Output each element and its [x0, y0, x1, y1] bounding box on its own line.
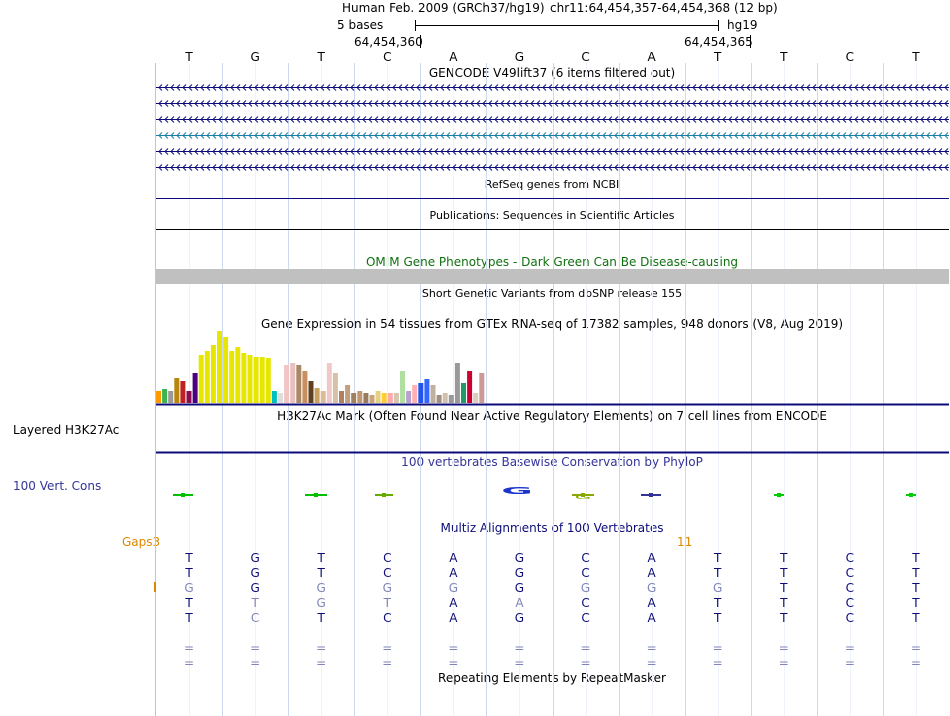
coord-2: 64,454,365	[684, 35, 753, 49]
gtex-bar	[327, 363, 332, 403]
base-letter: G	[250, 50, 260, 64]
h3k27ac-title: H3K27Ac Mark (Often Found Near Active Regulatory Elements) on 7 cell lines from ENCODE	[277, 409, 827, 423]
aligned-base: C	[383, 551, 392, 565]
gtex-bar	[272, 391, 277, 403]
aligned-base: =	[250, 641, 261, 655]
aligned-base: T	[383, 596, 391, 610]
cons-label[interactable]: 100 Vert. Cons	[13, 479, 102, 493]
aligned-base: =	[580, 641, 591, 655]
gtex-bar	[235, 347, 240, 403]
conservation-mark	[649, 493, 653, 497]
aligned-base: =	[514, 656, 525, 670]
gtex-bar	[302, 371, 307, 403]
aligned-base: G	[514, 551, 525, 565]
aligned-base: G	[250, 566, 260, 580]
gtex-bar	[260, 357, 265, 403]
aligned-base: A	[449, 551, 458, 565]
aligned-base: G	[514, 566, 525, 580]
gtex-bar	[174, 378, 179, 403]
gencode-title: GENCODE V49lift37 (6 items filtered out)	[428, 66, 676, 80]
aligned-base: =	[382, 656, 393, 670]
aligned-base: =	[514, 641, 525, 655]
aligned-base: =	[448, 641, 459, 655]
aligned-base: G	[448, 581, 459, 595]
aligned-base: T	[317, 566, 325, 580]
scale-db: hg19	[727, 18, 758, 32]
aligned-base: =	[250, 656, 261, 670]
aligned-base: T	[714, 566, 722, 580]
aligned-base: T	[780, 611, 788, 625]
aligned-base: C	[845, 551, 855, 565]
gtex-bar	[229, 351, 234, 403]
aligned-base: C	[845, 581, 855, 595]
aligned-base: A	[449, 596, 458, 610]
aligned-base: C	[581, 566, 590, 580]
aligned-base: G	[713, 581, 723, 595]
gtex-bar	[211, 345, 216, 403]
gtex-bar	[290, 363, 295, 403]
gtex-title: Gene Expression in 54 tissues from GTEx RNA-seq of 17382 samples, 948 donors (V8, Aug 2019)	[260, 317, 844, 331]
aligned-base: T	[251, 596, 259, 610]
gtex-bar	[424, 379, 429, 403]
gtex-bar	[254, 357, 259, 403]
gtex-bar	[241, 353, 246, 403]
gtex-bar	[370, 395, 375, 403]
gtex-bar	[248, 355, 253, 403]
aligned-base: T	[780, 551, 788, 565]
aligned-base: T	[317, 551, 325, 565]
omim-bar	[156, 269, 949, 284]
gtex-bar	[345, 385, 350, 403]
gtex-bar	[418, 383, 423, 403]
position-readout: chr11:64,454,357-64,454,368 (12 bp)	[550, 1, 778, 15]
aligned-base: T	[714, 596, 722, 610]
aligned-base: C	[845, 566, 855, 580]
conservation-logo-base: G	[574, 493, 592, 501]
aligned-base: A	[449, 611, 458, 625]
aligned-base: =	[712, 641, 723, 655]
aligned-base: A	[449, 566, 458, 580]
gtex-bar	[467, 371, 472, 403]
omim-title: OMIM Gene Phenotypes - Dark Green Can Be Disease-causing	[365, 255, 739, 269]
assembly-name: Human Feb. 2009 (GRCh37/hg19)	[342, 1, 545, 15]
aligned-base: T	[714, 611, 722, 625]
gtex-bar	[443, 393, 448, 403]
aligned-base: =	[646, 656, 657, 670]
gtex-bar	[412, 385, 417, 403]
aligned-base: C	[581, 551, 590, 565]
gtex-bar	[479, 373, 484, 403]
base-letter: A	[449, 50, 458, 64]
gtex-bar	[351, 393, 356, 403]
aligned-base: =	[712, 656, 723, 670]
aligned-base: A	[647, 551, 656, 565]
cons-title: 100 vertebrates Basewise Conservation by PhyloP	[401, 455, 703, 469]
aligned-base: G	[250, 551, 260, 565]
aligned-base: T	[912, 611, 920, 625]
aligned-base: T	[185, 611, 193, 625]
gtex-bar	[406, 391, 411, 403]
aligned-base: =	[316, 641, 327, 655]
gtex-bar	[266, 358, 271, 403]
aligned-base: A	[647, 566, 656, 580]
gtex-bar	[357, 391, 362, 403]
aligned-base: =	[448, 656, 459, 670]
multiz-title: Multiz Alignments of 100 Vertebrates	[440, 521, 664, 535]
aligned-base: T	[912, 596, 920, 610]
aligned-base: T	[714, 551, 722, 565]
aligned-base: A	[647, 611, 656, 625]
gtex-bar	[193, 373, 198, 403]
aligned-base: C	[581, 611, 590, 625]
gtex-bar	[278, 393, 283, 403]
gtex-bar	[217, 331, 222, 403]
aligned-base: =	[580, 656, 591, 670]
aligned-base: T	[780, 596, 788, 610]
scale-text: 5 bases	[337, 18, 384, 32]
conservation-mark	[909, 493, 913, 497]
aligned-base: =	[778, 656, 789, 670]
base-letter: T	[185, 50, 193, 64]
publications-title: Publications: Sequences in Scientific Articles	[429, 209, 675, 222]
aligned-base: T	[912, 566, 920, 580]
aligned-base: G	[250, 581, 260, 595]
gtex-bar	[223, 337, 228, 403]
gtex-bar	[309, 381, 314, 403]
aligned-base: T	[185, 551, 193, 565]
gap-marker	[154, 582, 156, 592]
aligned-base: C	[581, 596, 590, 610]
gaps-value: 11	[677, 535, 693, 549]
coord-1: 64,454,360	[354, 35, 423, 49]
aligned-base: =	[910, 641, 921, 655]
aligned-base: T	[912, 581, 920, 595]
gtex-bar	[205, 351, 210, 403]
gtex-bar	[455, 363, 460, 403]
aligned-base: G	[514, 581, 525, 595]
gtex-bar	[199, 355, 204, 403]
gtex-bar	[388, 393, 393, 403]
aligned-base: C	[383, 611, 392, 625]
gtex-bar	[461, 383, 466, 403]
gtex-bar	[449, 395, 454, 403]
aligned-base: T	[912, 551, 920, 565]
aligned-base: C	[845, 611, 855, 625]
aligned-base: =	[316, 656, 327, 670]
gtex-bar	[162, 389, 167, 403]
gtex-bar	[363, 393, 368, 403]
gtex-bar	[333, 373, 338, 403]
aligned-base: T	[185, 596, 193, 610]
aligned-base: G	[184, 581, 194, 595]
aligned-base: C	[383, 566, 392, 580]
aligned-base: G	[316, 596, 326, 610]
aligned-base: T	[185, 566, 193, 580]
gtex-bar	[376, 391, 381, 403]
aligned-base: G	[580, 581, 591, 595]
aligned-base: T	[780, 581, 788, 595]
aligned-base: =	[382, 641, 393, 655]
aligned-base: G	[646, 581, 657, 595]
conservation-mark	[777, 493, 781, 497]
gtex-bar	[296, 365, 301, 403]
base-letter: C	[845, 50, 855, 64]
gtex-bar	[431, 385, 436, 403]
gtex-bar	[187, 391, 192, 403]
aligned-base: T	[780, 566, 788, 580]
gtex-bar	[473, 393, 478, 403]
gtex-bar	[339, 391, 344, 403]
aligned-base: G	[382, 581, 392, 595]
repeatmasker-title: Repeating Elements by RepeatMasker	[438, 671, 666, 685]
conservation-mark	[181, 493, 185, 497]
aligned-base: =	[844, 656, 855, 670]
gtex-bar	[168, 391, 173, 403]
gtex-bar	[156, 391, 161, 403]
base-letter: T	[317, 50, 325, 64]
aligned-base: =	[778, 641, 789, 655]
base-letter: G	[514, 50, 525, 64]
base-letter: T	[912, 50, 920, 64]
gtex-bar	[394, 393, 399, 403]
gtex-bar	[382, 393, 387, 403]
conservation-logo-base: G	[501, 485, 533, 497]
gaps-label: Gaps3	[122, 535, 161, 549]
aligned-base: A	[647, 596, 656, 610]
gtex-bar	[437, 395, 442, 403]
h3k27ac-label[interactable]: Layered H3K27Ac	[13, 423, 120, 437]
gtex-bar	[315, 388, 320, 403]
aligned-base: C	[250, 611, 260, 625]
refseq-title: RefSeq genes from NCBI	[484, 178, 620, 191]
base-letter: C	[383, 50, 392, 64]
aligned-base: G	[514, 611, 525, 625]
base-letter: A	[647, 50, 656, 64]
aligned-base: =	[646, 641, 657, 655]
aligned-base: =	[910, 656, 921, 670]
dbsnp-title: Short Genetic Variants from dbSNP release 155	[421, 287, 683, 300]
base-letter: T	[780, 50, 788, 64]
gtex-bar	[321, 391, 326, 403]
aligned-base: =	[184, 641, 195, 655]
aligned-base: =	[844, 641, 855, 655]
gtex-bar	[284, 365, 289, 403]
aligned-base: C	[845, 596, 855, 610]
base-letter: T	[714, 50, 722, 64]
aligned-base: T	[317, 611, 325, 625]
aligned-base: =	[184, 656, 195, 670]
aligned-base: A	[515, 596, 524, 610]
gtex-bar	[400, 371, 405, 403]
gtex-bar	[180, 381, 185, 403]
aligned-base: G	[316, 581, 326, 595]
conservation-mark	[382, 493, 386, 497]
conservation-mark	[314, 493, 318, 497]
base-letter: C	[581, 50, 590, 64]
